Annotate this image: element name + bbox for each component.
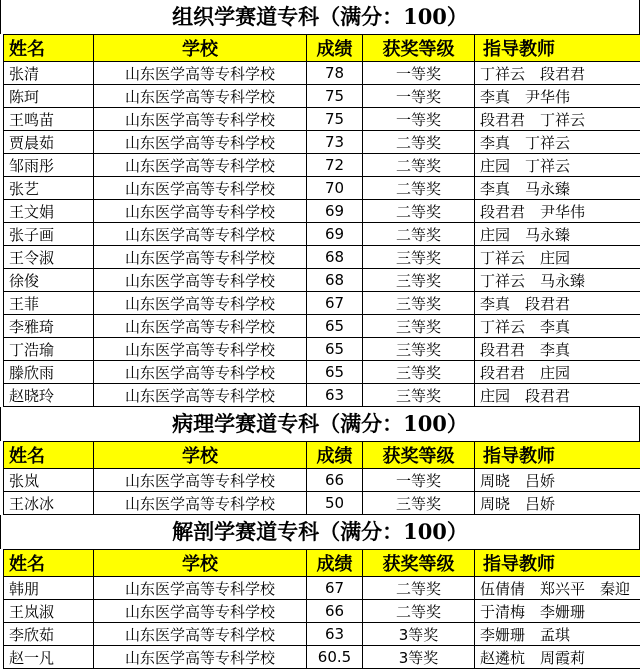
cell-school: 山东医学高等专科学校 (94, 600, 307, 623)
cell-school: 山东医学高等专科学校 (94, 646, 307, 669)
cell-name: 王鸣苗 (4, 108, 94, 131)
cell-teacher: 李真 段君君 (475, 292, 640, 315)
section-title: 组织学赛道专科（满分：100） (0, 0, 640, 34)
cell-school: 山东医学高等专科学校 (94, 200, 307, 223)
cell-award: 一等奖 (363, 85, 475, 108)
table-row (4, 315, 640, 338)
results-table (3, 34, 640, 407)
cell-award: 三等奖 (363, 292, 475, 315)
table-row (4, 131, 640, 154)
cell-award: 二等奖 (363, 223, 475, 246)
cell-score: 69 (307, 223, 363, 246)
cell-award: 三等奖 (363, 338, 475, 361)
cell-award: 二等奖 (363, 177, 475, 200)
cell-score: 68 (307, 269, 363, 292)
results-table (3, 549, 640, 669)
cell-award: 二等奖 (363, 154, 475, 177)
cell-teacher: 赵遴杭 周霞莉 (475, 646, 640, 669)
cell-name: 王令淑 (4, 246, 94, 269)
table-row (4, 469, 640, 492)
cell-name: 邹雨彤 (4, 154, 94, 177)
cell-school: 山东医学高等专科学校 (94, 62, 307, 85)
cell-school: 山东医学高等专科学校 (94, 269, 307, 292)
cell-name: 李欣茹 (4, 623, 94, 646)
header-award: 获奖等级 (363, 442, 475, 469)
table-row (4, 361, 640, 384)
table-row (4, 269, 640, 292)
cell-score: 50 (307, 492, 363, 515)
cell-teacher: 李姗珊 孟琪 (475, 623, 640, 646)
cell-score: 72 (307, 154, 363, 177)
cell-score: 73 (307, 131, 363, 154)
header-row (4, 442, 640, 469)
table-row (4, 246, 640, 269)
cell-school: 山东医学高等专科学校 (94, 154, 307, 177)
cell-teacher: 伍倩倩 郑兴平 秦迎 (475, 577, 640, 600)
cell-teacher: 李真 马永臻 (475, 177, 640, 200)
cell-score: 63 (307, 623, 363, 646)
cell-teacher: 段君君 丁祥云 (475, 108, 640, 131)
cell-teacher: 庄园 马永臻 (475, 223, 640, 246)
cell-score: 65 (307, 338, 363, 361)
cell-school: 山东医学高等专科学校 (94, 492, 307, 515)
cell-teacher: 李真 丁祥云 (475, 131, 640, 154)
cell-name: 贾晨茹 (4, 131, 94, 154)
table-row (4, 600, 640, 623)
cell-school: 山东医学高等专科学校 (94, 315, 307, 338)
cell-teacher: 段君君 李真 (475, 338, 640, 361)
cell-name: 赵一凡 (4, 646, 94, 669)
header-score: 成绩 (307, 35, 363, 62)
header-teacher: 指导教师 (475, 550, 640, 577)
header-name: 姓名 (4, 35, 94, 62)
cell-school: 山东医学高等专科学校 (94, 338, 307, 361)
table-row (4, 492, 640, 515)
table-row (4, 577, 640, 600)
cell-score: 70 (307, 177, 363, 200)
cell-school: 山东医学高等专科学校 (94, 223, 307, 246)
cell-name: 张艺 (4, 177, 94, 200)
header-award: 获奖等级 (363, 550, 475, 577)
cell-teacher: 周晓 吕娇 (475, 492, 640, 515)
cell-score: 69 (307, 200, 363, 223)
table-row (4, 154, 640, 177)
cell-teacher: 丁祥云 马永臻 (475, 269, 640, 292)
cell-name: 徐俊 (4, 269, 94, 292)
cell-name: 张清 (4, 62, 94, 85)
cell-score: 65 (307, 361, 363, 384)
header-row (4, 35, 640, 62)
cell-score: 75 (307, 85, 363, 108)
header-score: 成绩 (307, 550, 363, 577)
header-name: 姓名 (4, 550, 94, 577)
cell-teacher: 丁祥云 段君君 (475, 62, 640, 85)
cell-teacher: 庄园 段君君 (475, 384, 640, 407)
cell-teacher: 段君君 尹华伟 (475, 200, 640, 223)
cell-school: 山东医学高等专科学校 (94, 623, 307, 646)
header-award: 获奖等级 (363, 35, 475, 62)
cell-school: 山东医学高等专科学校 (94, 292, 307, 315)
cell-school: 山东医学高等专科学校 (94, 361, 307, 384)
cell-name: 滕欣雨 (4, 361, 94, 384)
cell-score: 66 (307, 600, 363, 623)
cell-school: 山东医学高等专科学校 (94, 108, 307, 131)
table-row (4, 108, 640, 131)
cell-school: 山东医学高等专科学校 (94, 577, 307, 600)
cell-score: 66 (307, 469, 363, 492)
cell-teacher: 李真 尹华伟 (475, 85, 640, 108)
cell-teacher: 段君君 庄园 (475, 361, 640, 384)
cell-score: 67 (307, 577, 363, 600)
cell-name: 丁浩瑜 (4, 338, 94, 361)
cell-award: 一等奖 (363, 62, 475, 85)
cell-award: 3等奖 (363, 646, 475, 669)
table-row (4, 223, 640, 246)
cell-award: 二等奖 (363, 600, 475, 623)
cell-score: 68 (307, 246, 363, 269)
header-school: 学校 (94, 35, 307, 62)
cell-award: 三等奖 (363, 246, 475, 269)
cell-award: 二等奖 (363, 577, 475, 600)
cell-teacher: 周晓 吕娇 (475, 469, 640, 492)
cell-award: 三等奖 (363, 315, 475, 338)
cell-name: 王冰冰 (4, 492, 94, 515)
cell-name: 陈珂 (4, 85, 94, 108)
cell-teacher: 于清梅 李姗珊 (475, 600, 640, 623)
cell-name: 王文娟 (4, 200, 94, 223)
cell-award: 三等奖 (363, 384, 475, 407)
cell-score: 78 (307, 62, 363, 85)
table-row (4, 338, 640, 361)
cell-award: 三等奖 (363, 361, 475, 384)
cell-score: 63 (307, 384, 363, 407)
cell-teacher: 庄园 丁祥云 (475, 154, 640, 177)
cell-award: 三等奖 (363, 492, 475, 515)
header-row (4, 550, 640, 577)
cell-school: 山东医学高等专科学校 (94, 246, 307, 269)
cell-name: 王菲 (4, 292, 94, 315)
cell-score: 60.5 (307, 646, 363, 669)
header-score: 成绩 (307, 442, 363, 469)
header-school: 学校 (94, 442, 307, 469)
cell-score: 75 (307, 108, 363, 131)
cell-teacher: 丁祥云 庄园 (475, 246, 640, 269)
cell-school: 山东医学高等专科学校 (94, 131, 307, 154)
cell-teacher: 丁祥云 李真 (475, 315, 640, 338)
cell-school: 山东医学高等专科学校 (94, 85, 307, 108)
table-row (4, 85, 640, 108)
cell-school: 山东医学高等专科学校 (94, 177, 307, 200)
header-name: 姓名 (4, 442, 94, 469)
header-teacher: 指导教师 (475, 35, 640, 62)
section-title: 病理学赛道专科（满分：100） (0, 407, 640, 441)
cell-award: 二等奖 (363, 200, 475, 223)
results-table (3, 441, 640, 515)
table-row (4, 62, 640, 85)
cell-score: 65 (307, 315, 363, 338)
cell-name: 韩朋 (4, 577, 94, 600)
table-row (4, 200, 640, 223)
cell-name: 李雅琦 (4, 315, 94, 338)
cell-school: 山东医学高等专科学校 (94, 384, 307, 407)
header-school: 学校 (94, 550, 307, 577)
cell-score: 67 (307, 292, 363, 315)
cell-name: 王岚淑 (4, 600, 94, 623)
cell-school: 山东医学高等专科学校 (94, 469, 307, 492)
cell-name: 张岚 (4, 469, 94, 492)
cell-name: 张子画 (4, 223, 94, 246)
cell-award: 一等奖 (363, 108, 475, 131)
cell-award: 二等奖 (363, 131, 475, 154)
table-row (4, 646, 640, 669)
table-row (4, 384, 640, 407)
cell-award: 一等奖 (363, 469, 475, 492)
table-row (4, 292, 640, 315)
cell-name: 赵晓玲 (4, 384, 94, 407)
cell-award: 3等奖 (363, 623, 475, 646)
table-row (4, 623, 640, 646)
table-row (4, 177, 640, 200)
section-title: 解剖学赛道专科（满分：100） (0, 515, 640, 549)
header-teacher: 指导教师 (475, 442, 640, 469)
cell-award: 三等奖 (363, 269, 475, 292)
